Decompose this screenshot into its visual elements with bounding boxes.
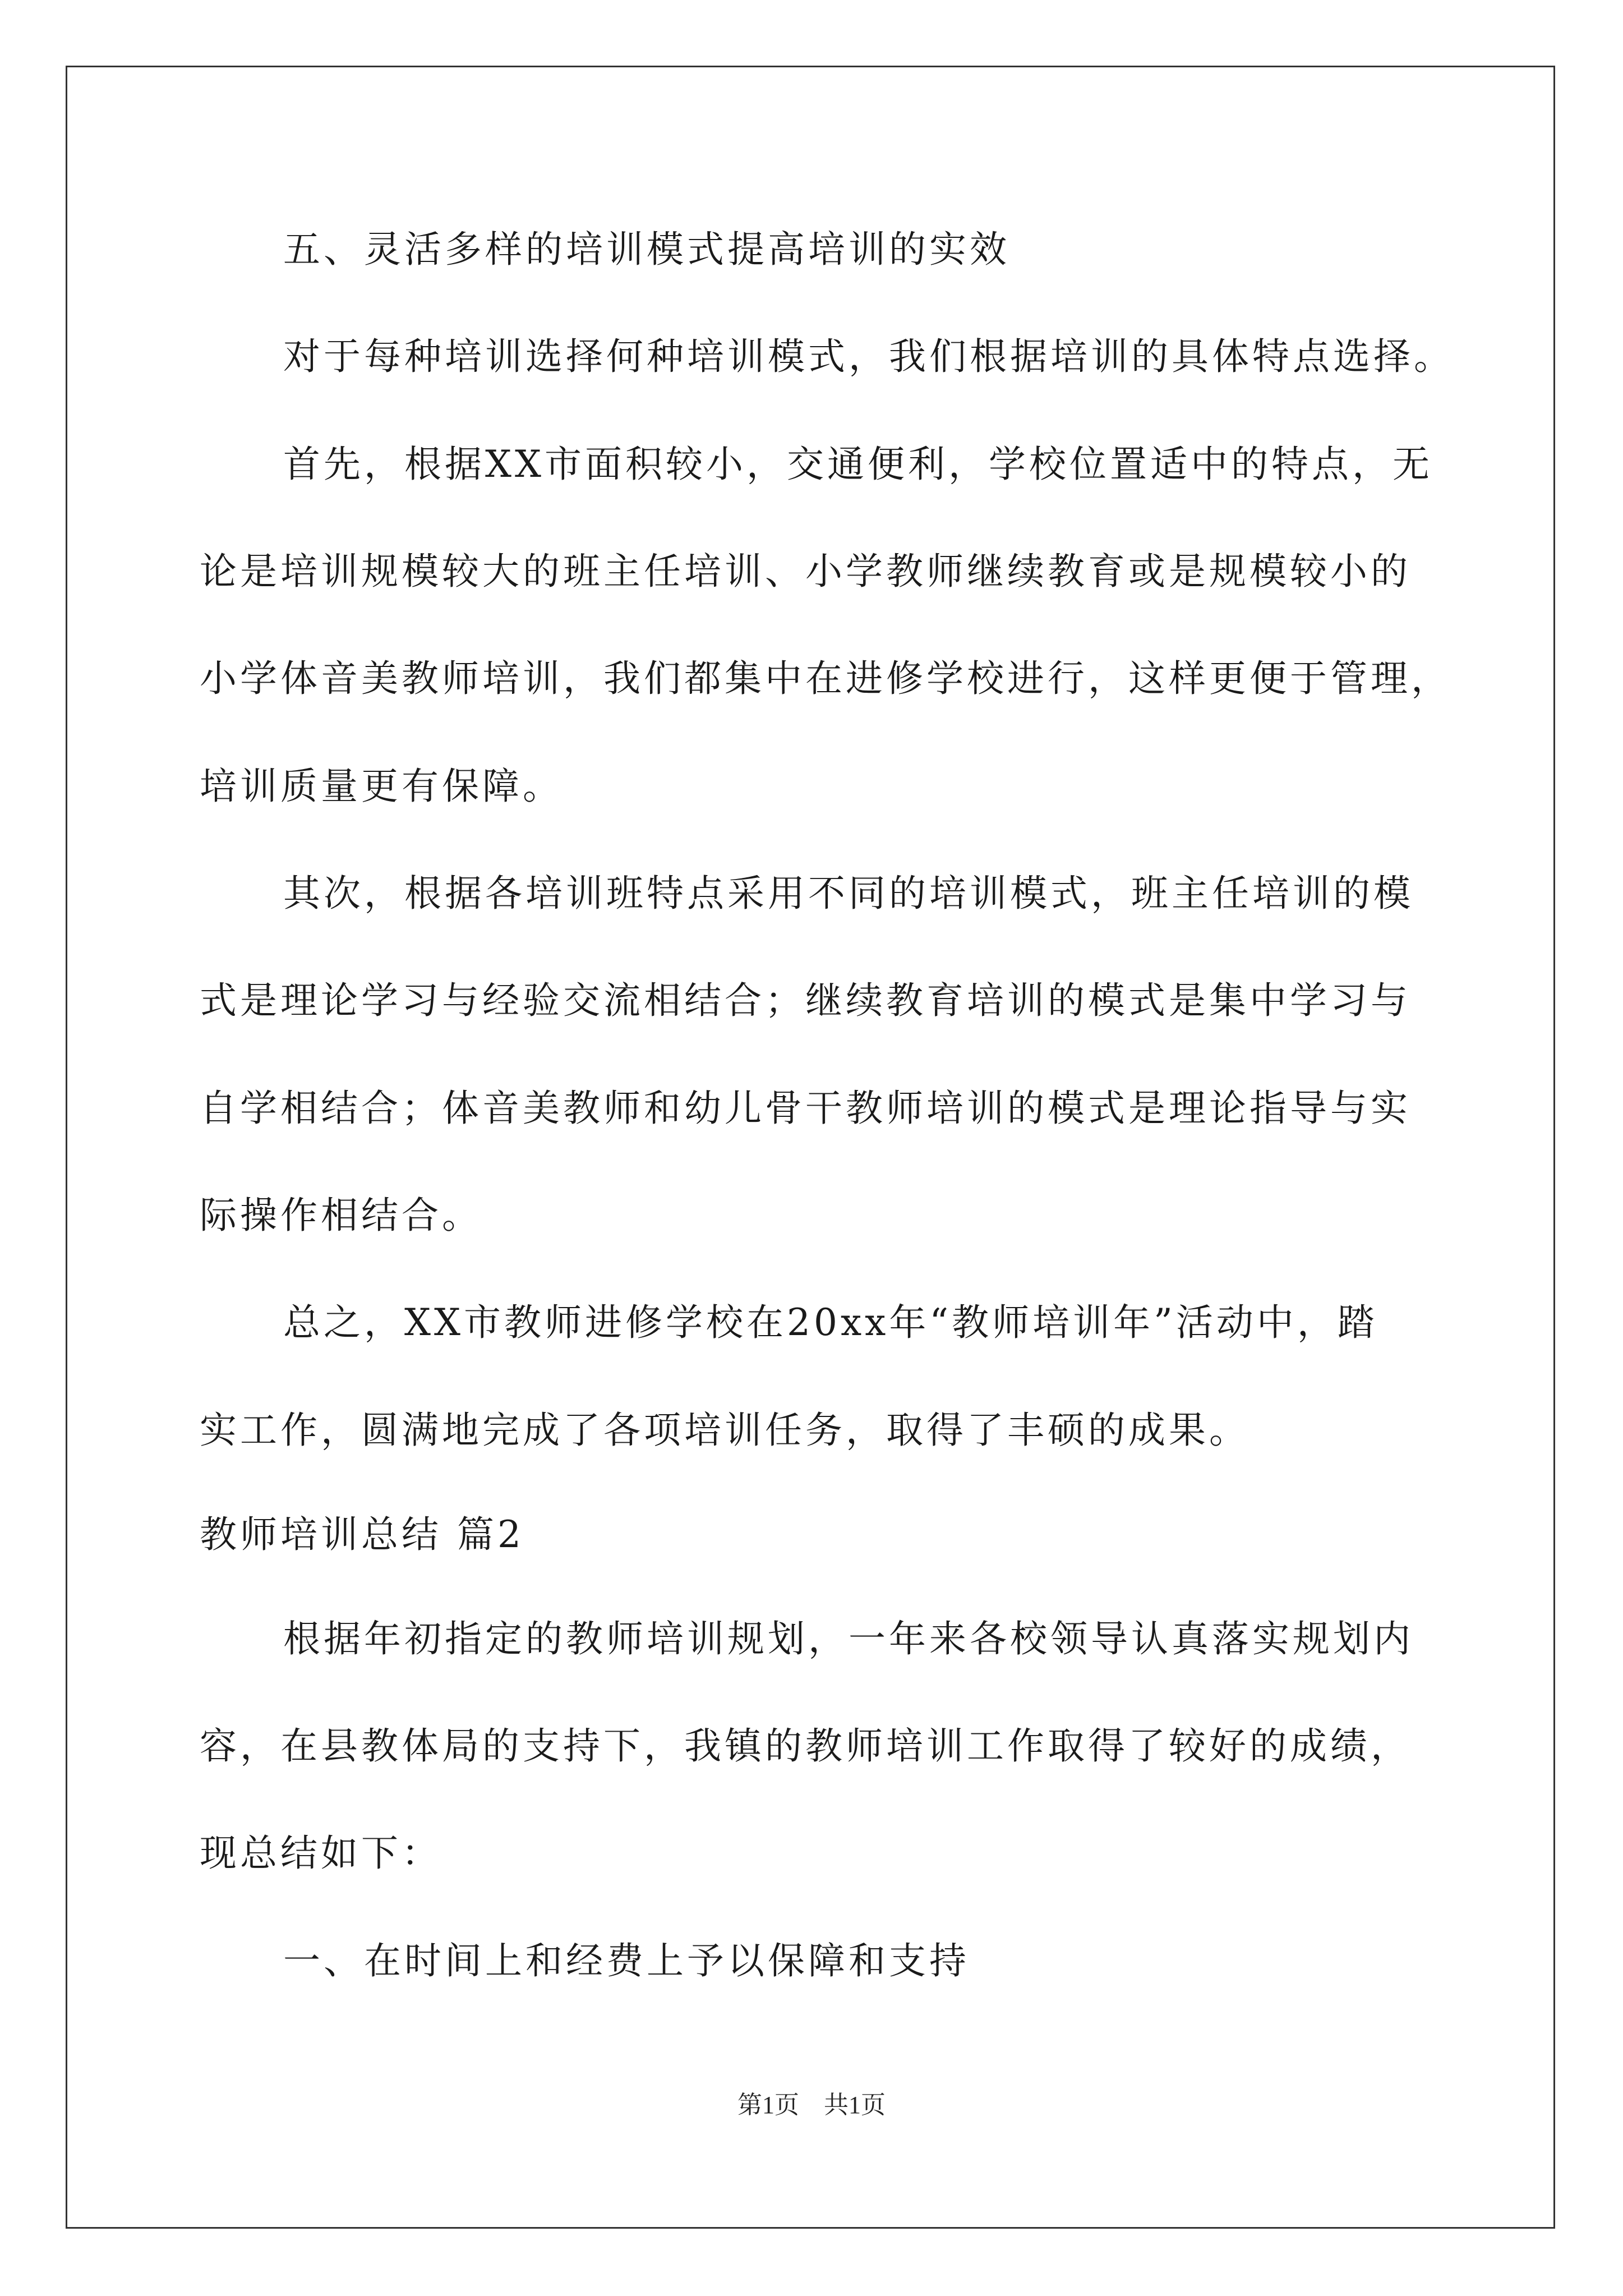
section-heading-5: 五、灵活多样的培训模式提高培训的实效 <box>283 228 1010 271</box>
paragraph-line: 培训质量更有保障。 <box>200 765 563 808</box>
section-heading-1: 一、在时间上和经费上予以保障和支持 <box>283 1939 970 1982</box>
paragraph-line: 小学体音美教师培训，我们都集中在进修学校进行，这样更便于管理， <box>200 657 1451 700</box>
paragraph-line: 实工作，圆满地完成了各项培训任务，取得了丰硕的成果。 <box>200 1409 1249 1452</box>
paragraph-line: 其次，根据各培训班特点采用不同的培训模式，班主任培训的模 <box>283 872 1414 915</box>
paragraph-line: 论是培训规模较大的班主任培训、小学教师继续教育或是规模较小的 <box>200 550 1411 593</box>
paragraph-line: 总之，XX市教师进修学校在20xx年“教师培训年”活动中，踏 <box>283 1301 1378 1344</box>
paragraph-line: 际操作相结合。 <box>200 1194 482 1237</box>
paragraph-line: 容，在县教体局的支持下，我镇的教师培训工作取得了较好的成绩， <box>200 1724 1411 1768</box>
paragraph-line: 首先，根据XX市面积较小，交通便利，学校位置适中的特点，无 <box>283 443 1433 486</box>
article-title: 教师培训总结 篇2 <box>200 1513 524 1556</box>
paragraph-line: 现总结如下： <box>200 1832 442 1875</box>
page-border <box>66 66 1555 2229</box>
page-number-footer: 第1页 共1页 <box>737 2091 886 2119</box>
paragraph-line: 自学相结合；体音美教师和幼儿骨干教师培训的模式是理论指导与实 <box>200 1087 1411 1130</box>
paragraph-line: 式是理论学习与经验交流相结合；继续教育培训的模式是集中学习与 <box>200 979 1411 1022</box>
paragraph-line: 根据年初指定的教师培训规划，一年来各校领导认真落实规划内 <box>283 1617 1414 1660</box>
paragraph-line: 对于每种培训选择何种培训模式，我们根据培训的具体特点选择。 <box>283 335 1454 378</box>
